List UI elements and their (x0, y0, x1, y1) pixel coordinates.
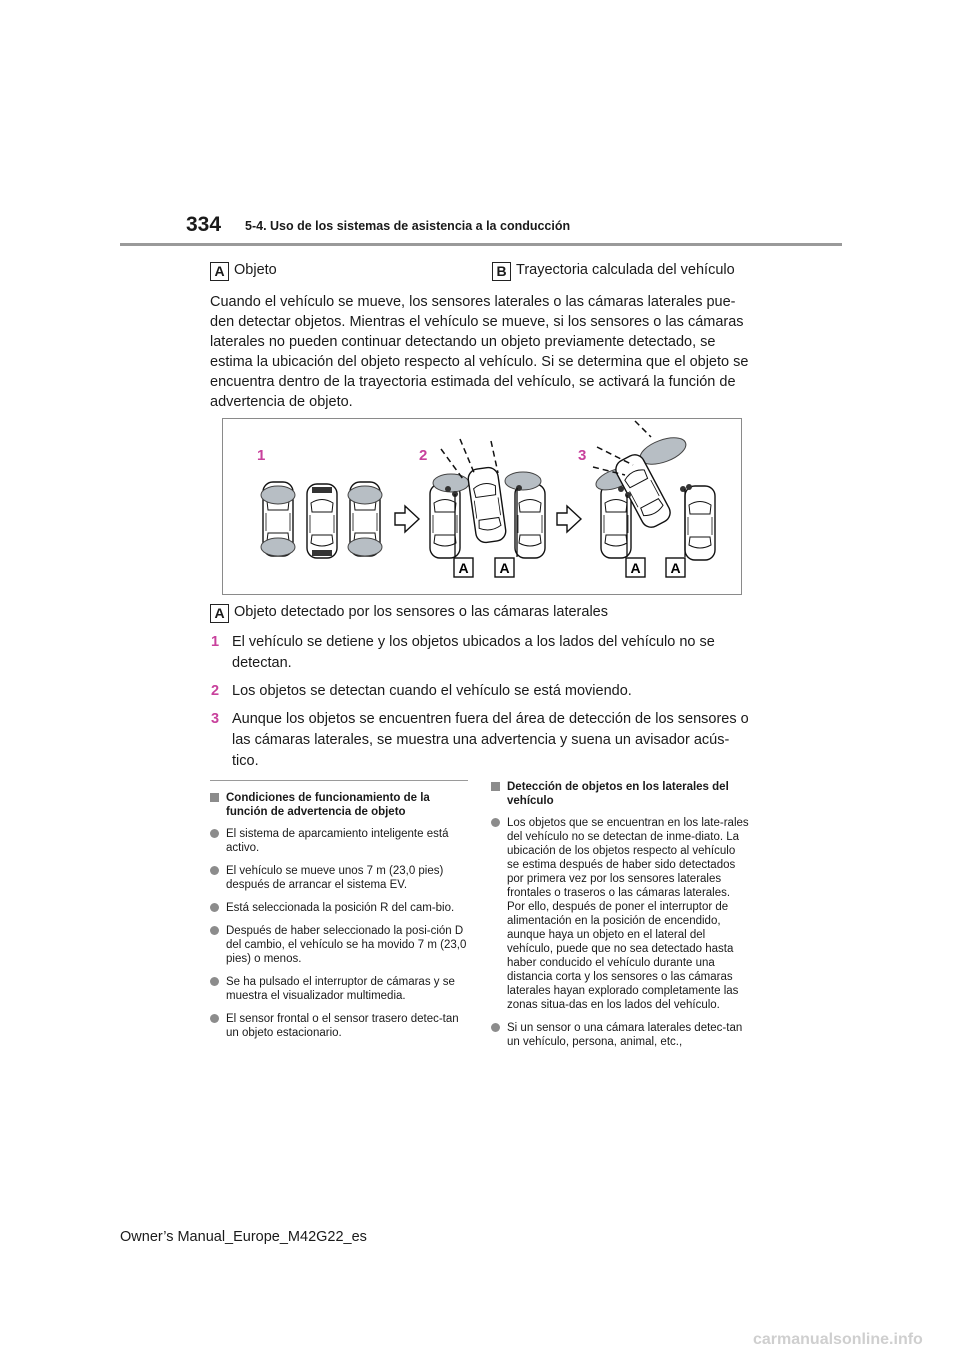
list-item-text: Después de haber seleccionado la posi-ción D del cambio, el vehículo se ha movido 7 m (23,0 pies) o menos. (226, 925, 467, 965)
watermark: carmanualsonline.info (753, 1331, 923, 1348)
step-text: Aunque los objetos se encuentren fuera del área de detección de los sensores o las cámaras laterales, se muestra una advertencia y suena un avisador acús-tico. (232, 711, 749, 769)
list-item-text: Si un sensor o una cámara laterales detec-tan un vehículo, persona, animal, etc., (507, 1022, 743, 1048)
side-detection-heading (491, 780, 749, 808)
conditions-heading (210, 791, 468, 819)
callout-a-label: A (458, 560, 469, 576)
legend-trajectory-text: Trayectoria calculada del vehículo (516, 262, 735, 278)
list-item-text: El sistema de aparcamiento inteligente está activo. (226, 828, 449, 854)
steps-list (210, 632, 750, 779)
list-item (491, 1021, 749, 1049)
bullet-dot-icon (210, 903, 219, 912)
footer-manual-id: Owner’s Manual_Europe_M42G22_es (120, 1229, 367, 1245)
page-number: 334 (186, 213, 222, 236)
stage-2-scene (430, 439, 581, 558)
step-number: 1 (211, 634, 220, 650)
stage-3-scene (593, 421, 715, 560)
key-a-label: A (210, 262, 229, 281)
column-rule (210, 780, 468, 781)
list-item (210, 901, 468, 915)
list-item-text: Los objetos que se encuentran en los late-rales del vehículo no se detectan de inme-diato. La ubicación de los objetos respecto al vehículo se estima después de haber sido detectados por primera vez por los sensores laterales frontales o traseros o las cámaras laterales. Por ello, después de poner el interruptor de alimentación en la posición de encendido, aunque haya un objeto en el lateral del vehículo, puede que no sea detectado hasta haber conducido el vehículo durante una distancia corta y los sensores o las cámaras laterales hayan explorado completamente las zonas situa-das en los lados del vehículo. (507, 817, 749, 1011)
object-detection-figure (222, 418, 742, 595)
bullet-dot-icon (491, 1023, 500, 1032)
stage-1-scene (261, 482, 419, 558)
step-item (210, 709, 750, 772)
list-item (210, 1012, 468, 1040)
stage-label-1: 1 (257, 447, 266, 464)
figure-caption (210, 604, 608, 623)
bullet-dot-icon (210, 977, 219, 986)
square-bullet-icon (491, 782, 500, 791)
intro-paragraph: Cuando el vehículo se mueve, los sensores laterales o las cámaras laterales pue-den detectar objetos. Mientras el vehículo se mueve, si los sensores o las cámaras laterales no pueden continuar detectando un objeto previamente detectado, se estima la ubicación del objeto respecto al vehículo. Si se determina que el objeto se encuentra dentro de la trayectoria estimada del vehículo, se activará la función de advertencia de objeto. (210, 294, 749, 410)
bullet-dot-icon (210, 866, 219, 875)
legend-item-trajectory (492, 262, 735, 281)
key-a-label: A (210, 604, 229, 623)
list-item (210, 975, 468, 1003)
stage-label-2: 2 (419, 447, 428, 464)
step-number: 2 (211, 683, 220, 699)
arrow-icon (557, 506, 581, 532)
step-text: El vehículo se detiene y los objetos ubicados a los lados del vehículo no se detectan. (232, 634, 715, 671)
callout-a-box (626, 558, 645, 577)
header-rule (120, 243, 842, 246)
bullet-dot-icon (210, 1014, 219, 1023)
step-number: 3 (211, 711, 220, 727)
list-item (491, 816, 749, 1012)
legend-item-object (210, 262, 277, 281)
legend-object-text: Objeto (234, 262, 277, 278)
square-bullet-icon (210, 793, 219, 802)
bullet-dot-icon (210, 926, 219, 935)
operating-conditions-column (210, 780, 468, 1049)
bullet-dot-icon (210, 829, 219, 838)
section-title: 5-4. Uso de los sistemas de asistencia a la conducción (245, 219, 571, 233)
callout-a-box (495, 558, 514, 577)
callout-a-label: A (499, 560, 510, 576)
bullet-dot-icon (491, 818, 500, 827)
callout-a-box (454, 558, 473, 577)
side-detection-column (491, 780, 749, 1058)
arrow-icon (395, 506, 419, 532)
figure-caption-text: Objeto detectado por los sensores o las cámaras laterales (234, 604, 608, 620)
conditions-heading-text: Condiciones de funcionamiento de la función de advertencia de objeto (226, 792, 430, 818)
callout-a-box (666, 558, 685, 577)
list-item (210, 924, 468, 966)
list-item (210, 864, 468, 892)
list-item-text: Se ha pulsado el interruptor de cámaras y se muestra el visualizador multimedia. (226, 976, 455, 1002)
list-item-text: El vehículo se mueve unos 7 m (23,0 pies) después de arrancar el sistema EV. (226, 865, 444, 891)
list-item (210, 827, 468, 855)
side-detection-heading-text: Detección de objetos en los laterales del vehículo (507, 781, 729, 807)
stage-label-3: 3 (578, 447, 587, 464)
figure-illustration (223, 419, 741, 594)
step-item (210, 632, 750, 674)
list-item-text: Está seleccionada la posición R del cam-bio. (226, 902, 455, 914)
callout-a-label: A (670, 560, 681, 576)
key-b-label: B (492, 262, 511, 281)
step-text: Los objetos se detectan cuando el vehículo se está moviendo. (232, 683, 632, 699)
step-item (210, 681, 750, 702)
list-item-text: El sensor frontal o el sensor trasero detec-tan un objeto estacionario. (226, 1013, 459, 1039)
callout-a-label: A (630, 560, 641, 576)
